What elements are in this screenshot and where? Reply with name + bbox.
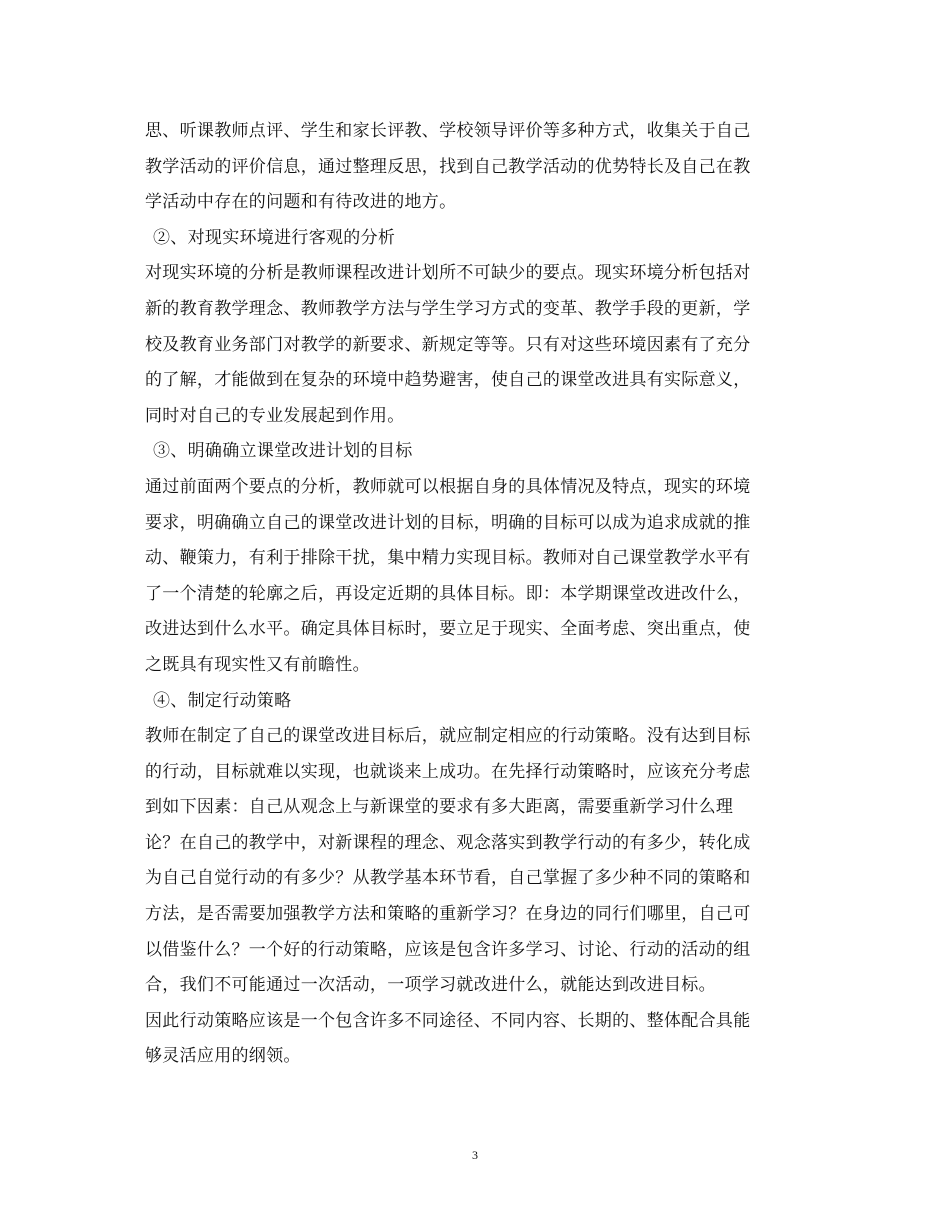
text-line: 要求，明确确立自己的课堂改进计划的目标，明确的目标可以成为追求成就的推 <box>145 512 751 533</box>
text-line: 改进达到什么水平。确定具体目标时，要立足于现实、全面考虑、突出重点，使 <box>145 619 751 640</box>
text-line: 对现实环境的分析是教师课程改进计划所不可缺少的要点。现实环境分析包括对 <box>145 263 751 284</box>
text-line: 学活动中存在的问题和有待改进的地方。 <box>145 192 457 213</box>
text-line: 之既具有现实性又有前瞻性。 <box>145 654 370 675</box>
document-body <box>145 114 810 1075</box>
text-line: 新的教育教学理念、教师教学方法与学生学习方式的变革、教学手段的更新，学 <box>145 298 751 319</box>
text-line: 以借鉴什么？一个好的行动策略，应该是包含许多学习、讨论、行动的活动的组 <box>145 939 751 960</box>
text-line: 够灵活应用的纲领。 <box>145 1046 301 1067</box>
page-number: 3 <box>472 1148 478 1162</box>
text-line: 方法，是否需要加强教学方法和策略的重新学习？在身边的同行们哪里，自己可 <box>145 904 751 925</box>
text-line: 到如下因素：自己从观念上与新课堂的要求有多大距离，需要重新学习什么理 <box>145 797 734 818</box>
text-line: 动、鞭策力，有利于排除干扰，集中精力实现目标。教师对自己课堂教学水平有 <box>145 548 751 569</box>
section-heading: ④、制定行动策略 <box>153 690 292 711</box>
text-line: 思、听课教师点评、学生和家长评教、学校领导评价等多种方式，收集关于自己 <box>145 121 751 141</box>
text-line: 教学活动的评价信息，通过整理反思，找到自己教学活动的优势特长及自己在教 <box>145 156 751 177</box>
text-line: 了一个清楚的轮廓之后，再设定近期的具体目标。即：本学期课堂改进改什么， <box>145 583 751 604</box>
text-line: 论？在自己的教学中，对新课程的理念、观念落实到教学行动的有多少，转化成 <box>145 832 751 853</box>
section-heading: ③、明确确立课堂改进计划的目标 <box>153 441 413 462</box>
text-line: 教师在制定了自己的课堂改进目标后，就应制定相应的行动策略。没有达到目标 <box>145 726 751 747</box>
text-line: 同时对自己的专业发展起到作用。 <box>145 405 405 426</box>
text-line: 通过前面两个要点的分析，教师就可以根据自身的具体情况及特点，现实的环境 <box>145 476 751 497</box>
text-line: 的行动，目标就难以实现，也就谈来上成功。在先择行动策略时，应该充分考虑 <box>145 761 751 782</box>
text-line: 为自己自觉行动的有多少？从教学基本环节看，自己掌握了多少种不同的策略和 <box>145 868 751 889</box>
section-heading: ②、对现实环境进行客观的分析 <box>153 227 396 248</box>
text-line: 的了解，才能做到在复杂的环境中趋势避害，使自己的课堂改进具有实际意义， <box>145 370 751 391</box>
text-line: 合，我们不可能通过一次活动，一项学习就改进什么，就能达到改进目标。 <box>145 975 716 996</box>
text-line: 因此行动策略应该是一个包含许多不同途径、不同内容、长期的、整体配合具能 <box>145 1010 751 1031</box>
text-line: 校及教育业务部门对教学的新要求、新规定等等。只有对这些环境因素有了充分 <box>145 334 751 355</box>
